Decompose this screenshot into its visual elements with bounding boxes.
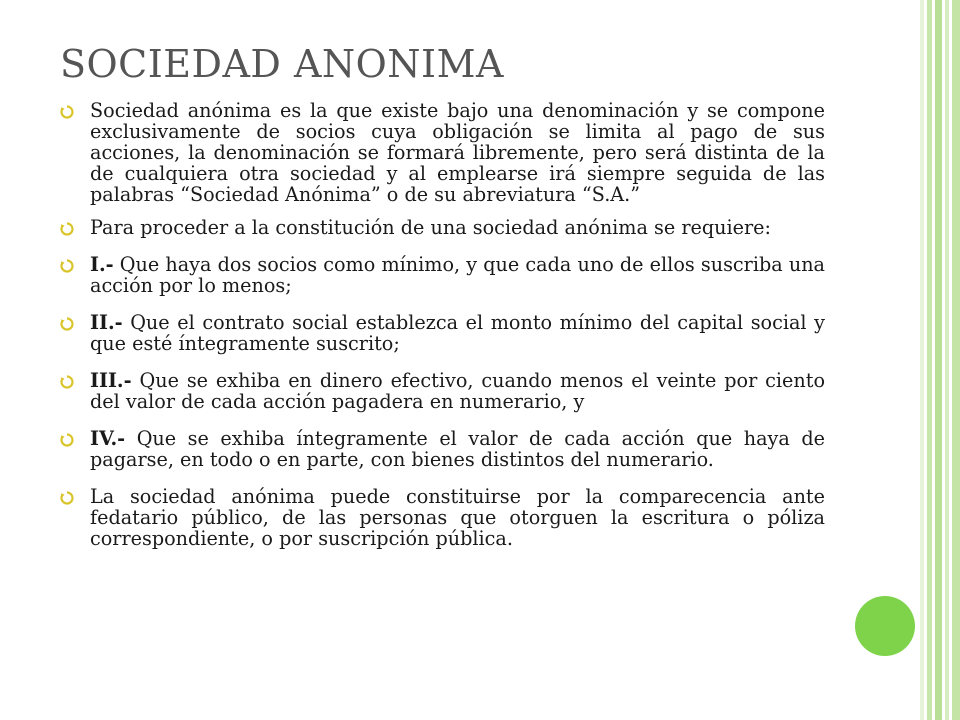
recycle-bullet-icon — [60, 105, 74, 119]
recycle-bullet-icon — [60, 317, 74, 331]
bullet-text: Para proceder a la constitución de una sociedad anónima se requiere: — [90, 216, 771, 239]
recycle-bullet-icon — [60, 222, 74, 236]
recycle-bullet-icon — [60, 433, 74, 447]
bullet-lead: IV.- — [90, 427, 126, 450]
bullet-item-constitution — [60, 486, 825, 549]
bullet-list — [60, 100, 825, 561]
side-stripe-5 — [952, 0, 960, 720]
bullet-text: La sociedad anónima puede constituirse por la comparecencia ante fedatario público, de las personas que otorguen la escritura o póliza correspondiente, o por suscripción pública. — [90, 485, 825, 550]
bullet-item-iv — [60, 428, 825, 470]
side-stripe-2 — [927, 0, 932, 720]
slide-title: SOCIEDAD ANONIMA — [60, 42, 504, 86]
bullet-text: Que el contrato social establezca el monto mínimo del capital social y que esté íntegramente suscrito; — [90, 311, 825, 355]
bullet-item-requirements — [60, 217, 825, 238]
bullet-lead: III.- — [90, 369, 132, 392]
bullet-item-definition — [60, 100, 825, 205]
bullet-text: Que se exhiba íntegramente el valor de cada acción que haya de pagarse, en todo o en parte, con bienes distintos del numerario. — [90, 427, 825, 471]
decorative-green-circle — [855, 596, 915, 656]
bullet-lead: II.- — [90, 311, 123, 334]
bullet-text: Que se exhiba en dinero efectivo, cuando menos el veinte por ciento del valor de cada acción pagadera en numerario, y — [90, 369, 825, 413]
bullet-lead: I.- — [90, 253, 114, 276]
recycle-bullet-icon — [60, 491, 74, 505]
bullet-item-i — [60, 254, 825, 296]
recycle-bullet-icon — [60, 375, 74, 389]
recycle-bullet-icon — [60, 259, 74, 273]
side-stripe-3 — [935, 0, 942, 720]
bullet-item-iii — [60, 370, 825, 412]
bullet-item-ii — [60, 312, 825, 354]
side-stripe-4 — [945, 0, 949, 720]
bullet-text: Sociedad anónima es la que existe bajo una denominación y se compone exclusivamente de socios cuya obligación se limita al pago de sus acciones, la denominación se formará libremente, pero será distinta de la de cualquiera otra sociedad y al emplearse irá siempre seguida de las palabras “Sociedad Anónima” o de su abreviatura “S.A.” — [90, 99, 825, 206]
bullet-text: Que haya dos socios como mínimo, y que cada uno de ellos suscriba una acción por lo menos; — [90, 253, 825, 297]
side-stripe-1 — [920, 0, 924, 720]
